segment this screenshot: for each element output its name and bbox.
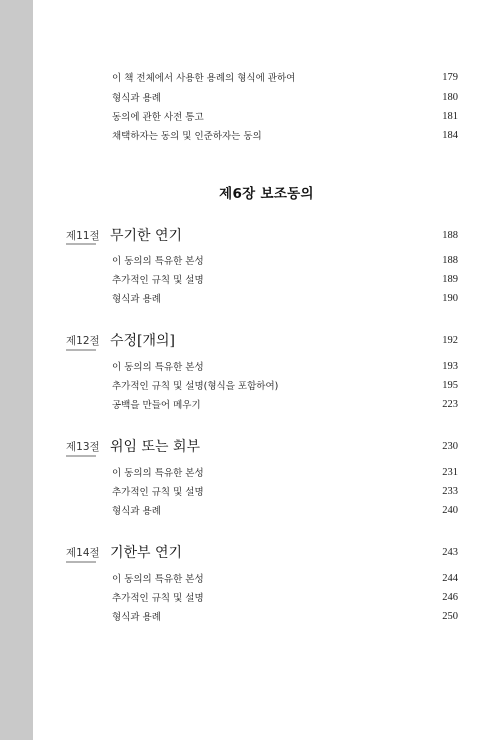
toc-entry[interactable] — [112, 89, 458, 105]
chapter-page: 230 — [442, 440, 458, 452]
chapter-title: 기한부 연기 — [110, 545, 183, 561]
part-title: 제6장 보조동의 — [219, 186, 314, 202]
toc-entry-page: 244 — [442, 572, 458, 584]
toc-entry[interactable] — [112, 108, 458, 124]
chapter-page: 188 — [442, 229, 458, 241]
chapter-title: 수정[개의] — [110, 333, 176, 349]
toc-entry[interactable] — [112, 69, 458, 85]
toc-entry-title: 형식과 용례 — [112, 93, 161, 104]
toc-entry[interactable] — [112, 464, 458, 480]
toc-entry[interactable] — [112, 570, 458, 586]
chapter-number: 제11절 — [66, 229, 100, 242]
toc-entry-title: 이 동의의 특유한 본성 — [112, 468, 204, 479]
toc-entry-title: 형식과 용례 — [112, 294, 161, 305]
toc-entry-title: 추가적인 규칙 및 설명 — [112, 593, 204, 604]
toc-entry-title: 형식과 용례 — [112, 612, 161, 623]
toc-entry[interactable] — [112, 127, 458, 143]
toc-entry[interactable] — [112, 358, 458, 374]
toc-entry[interactable] — [112, 290, 458, 306]
chapter-number: 제12절 — [66, 334, 100, 347]
chapter-heading[interactable] — [66, 435, 458, 457]
toc-entry-title: 추가적인 규칙 및 설명(형식을 포함하여) — [112, 381, 279, 392]
toc-entry-title: 동의에 관한 사전 통고 — [112, 112, 204, 123]
chapter-page: 192 — [442, 334, 458, 346]
toc-entry[interactable] — [112, 502, 458, 518]
page-edge-band — [0, 0, 33, 740]
toc-entry-title: 채택하자는 동의 및 인준하자는 동의 — [112, 131, 262, 142]
chapter-heading[interactable] — [66, 224, 458, 246]
toc-entry-page: 231 — [442, 466, 458, 478]
chapter-rule — [66, 455, 96, 457]
chapter-number: 제14절 — [66, 546, 100, 559]
chapter-heading[interactable] — [66, 329, 458, 351]
toc-entry[interactable] — [112, 377, 458, 393]
toc-entry-page: 180 — [442, 91, 458, 103]
toc-entry-page: 184 — [442, 129, 458, 141]
toc-entry-page: 189 — [442, 273, 458, 285]
toc-entry-page: 195 — [442, 379, 458, 391]
toc-page — [33, 0, 500, 740]
toc-entry-page: 190 — [442, 292, 458, 304]
toc-entry-page: 233 — [442, 485, 458, 497]
toc-entry[interactable] — [112, 252, 458, 268]
chapter-number: 제13절 — [66, 440, 100, 453]
chapter-heading[interactable] — [66, 541, 458, 563]
toc-entry-page: 188 — [442, 254, 458, 266]
toc-entry[interactable] — [112, 396, 458, 412]
toc-entry-page: 179 — [442, 71, 458, 83]
toc-entry-title: 추가적인 규칙 및 설명 — [112, 275, 204, 286]
toc-entry-title: 이 동의의 특유한 본성 — [112, 362, 204, 373]
toc-entry-page: 246 — [442, 591, 458, 603]
chapter-rule — [66, 561, 96, 563]
toc-entry[interactable] — [112, 483, 458, 499]
toc-entry-title: 공백을 만들어 메우기 — [112, 400, 201, 411]
chapter-rule — [66, 349, 96, 351]
toc-entry-title: 추가적인 규칙 및 설명 — [112, 487, 204, 498]
toc-entry-page: 250 — [442, 610, 458, 622]
chapter-page: 243 — [442, 546, 458, 558]
chapter-title: 무기한 연기 — [110, 228, 183, 244]
toc-entry-page: 240 — [442, 504, 458, 516]
toc-entry-title: 이 동의의 특유한 본성 — [112, 256, 204, 267]
toc-entry-page: 181 — [442, 110, 458, 122]
toc-entry[interactable] — [112, 589, 458, 605]
toc-entry-page: 193 — [442, 360, 458, 372]
toc-entry[interactable] — [112, 608, 458, 624]
toc-entry-page: 223 — [442, 398, 458, 410]
toc-entry[interactable] — [112, 271, 458, 287]
toc-entry-title: 이 책 전체에서 사용한 용례의 형식에 관하여 — [112, 73, 296, 84]
chapter-rule — [66, 243, 96, 245]
chapter-title: 위임 또는 회부 — [110, 439, 201, 455]
toc-entry-title: 이 동의의 특유한 본성 — [112, 574, 204, 585]
toc-entry-title: 형식과 용례 — [112, 506, 161, 517]
